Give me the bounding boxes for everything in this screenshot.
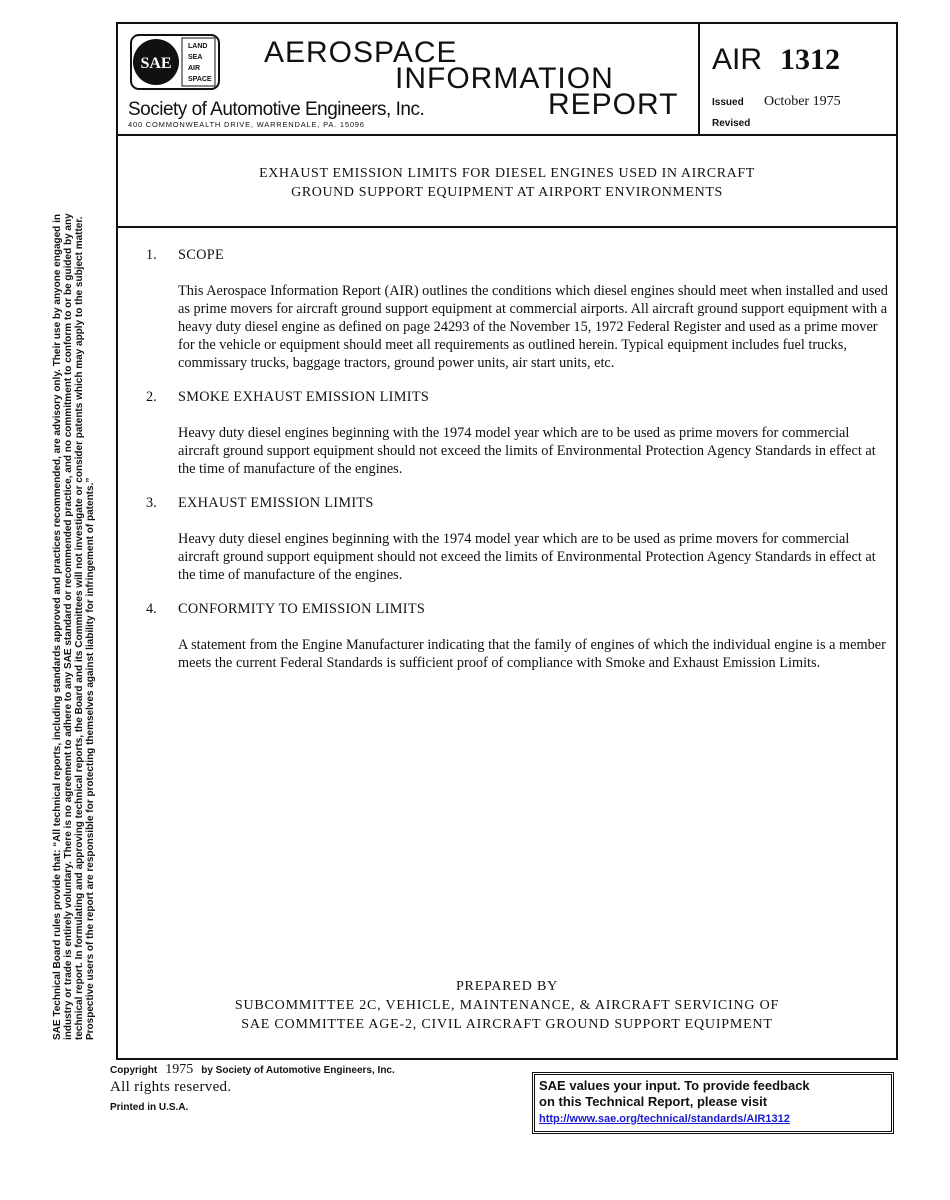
report-sections xyxy=(146,246,891,688)
section-heading: EXHAUST EMISSION LIMITS xyxy=(178,495,374,511)
section-heading: SCOPE xyxy=(178,247,224,263)
document-frame xyxy=(116,22,898,1060)
copyright-year: 1975 xyxy=(165,1062,194,1077)
copyright-label: Copyright xyxy=(110,1065,158,1076)
logo-center-text: SAE xyxy=(140,55,172,72)
section-body: Heavy duty diesel engines beginning with the 1974 model year which are to be used as prime movers for commercial aircraft ground support equipment should not exceed the limits of Environmental Protection Agency Standards in effect at the time of manufacture of the engines. xyxy=(178,531,876,583)
document-title-line2: GROUND SUPPORT EQUIPMENT AT AIRPORT ENVIRONMENTS xyxy=(291,185,723,200)
prepared-by-committee: SAE COMMITTEE AGE-2, CIVIL AIRCRAFT GROUND SUPPORT EQUIPMENT xyxy=(241,1017,773,1032)
feedback-link[interactable]: http://www.sae.org/technical/standards/AIR1312 xyxy=(539,1113,790,1125)
sae-logo-graphic xyxy=(130,34,220,90)
issued-row xyxy=(712,94,841,111)
doc-number-value: 1312 xyxy=(780,43,841,76)
section-body: Heavy duty diesel engines beginning with the 1974 model year which are to be used as prime movers for commercial aircraft ground support equipment should not exceed the limits of Environmental Protection Agency Standards in effect at the time of manufacture of the engines. xyxy=(178,425,876,477)
document-title xyxy=(118,164,896,202)
prepared-by-subcommittee: SUBCOMMITTEE 2C, VEHICLE, MAINTENANCE, & AIRCRAFT SERVICING OF xyxy=(234,998,780,1013)
prepared-by-label: PREPARED BY xyxy=(455,979,559,994)
report-type-line2: INFORMATION xyxy=(395,62,614,95)
section-smoke-limits xyxy=(146,388,891,478)
title-divider xyxy=(118,226,896,228)
rights-reserved: All rights reserved. xyxy=(110,1079,232,1095)
section-exhaust-limits xyxy=(146,494,891,584)
report-type-line1: AEROSPACE xyxy=(264,36,458,69)
revised-row xyxy=(712,113,764,131)
printed-in: Printed in U.S.A. xyxy=(110,1102,189,1113)
document-number xyxy=(712,44,840,76)
section-heading: SMOKE EXHAUST EMISSION LIMITS xyxy=(178,389,430,405)
section-number: 2. xyxy=(146,389,157,405)
document-title-line1: EXHAUST EMISSION LIMITS FOR DIESEL ENGINES USED IN AIRCRAFT xyxy=(259,166,755,181)
copyright-block xyxy=(110,1060,395,1096)
revised-label: Revised xyxy=(712,118,751,129)
section-number: 3. xyxy=(146,495,157,511)
logo-label-air: AIR xyxy=(188,65,201,72)
section-body: This Aerospace Information Report (AIR) outlines the conditions which diesel engines should meet when installed and used as prime movers for aircraft ground support equipment at commercial airports. All aircraft ground support equipment with a heavy duty diesel engine as defined on page 24293 of the November 15, 1972 Federal Register and used as a prime mover for the vehicle or equipment should meet all requirements as outlined herein. Typical equipment includes fuel trucks, commissary trucks, baggage tractors, ground power units, air start units, etc. xyxy=(178,283,888,371)
feedback-line2: on this Technical Report, please visit xyxy=(539,1094,768,1109)
report-header xyxy=(118,24,896,136)
section-conformity xyxy=(146,600,891,672)
section-body: A statement from the Engine Manufacturer indicating that the family of engines of which the individual engine is a member meets the current Federal Standards is sufficient proof of compliance with Smoke and Exhaust Emission Limits. xyxy=(178,637,886,671)
logo-label-land: LAND xyxy=(188,43,208,50)
section-number: 4. xyxy=(146,601,157,617)
doc-prefix: AIR xyxy=(712,43,763,76)
sae-logo xyxy=(130,34,220,90)
feedback-box xyxy=(532,1072,894,1134)
feedback-line1: SAE values your input. To provide feedback xyxy=(539,1078,810,1093)
logo-label-space: SPACE xyxy=(188,76,212,83)
technical-board-disclaimer: SAE Technical Board rules provide that: “All technical reports, including standards approved and practices recommended, are advisory only. Their use by anyone engaged in industry or trade is entirely voluntary. There is no agreement to adhere to any SAE standard or recommended practice, and no commitment to conform to or be guided by any technical report. In formulating and approving technical reports, the Board and its Committees will not investigate or consider patents which may apply to the subject matter. Prospective users of the report are responsible for protecting themselves against liability for infringement of patents.” xyxy=(52,213,96,1040)
prepared-by xyxy=(118,977,896,1034)
copyright-holder: by Society of Automotive Engineers, Inc. xyxy=(201,1065,395,1076)
header-divider xyxy=(698,24,700,134)
section-number: 1. xyxy=(146,247,157,263)
section-scope xyxy=(146,246,891,372)
society-name: Society of Automotive Engineers, Inc. xyxy=(128,99,425,120)
section-heading: CONFORMITY TO EMISSION LIMITS xyxy=(178,601,426,617)
society-address: 400 COMMONWEALTH DRIVE, WARRENDALE, PA. 15096 xyxy=(128,120,365,129)
logo-label-sea: SEA xyxy=(188,54,203,61)
issued-label: Issued xyxy=(712,97,744,108)
issued-date: October 1975 xyxy=(764,94,841,109)
report-type-line3: REPORT xyxy=(548,88,679,121)
